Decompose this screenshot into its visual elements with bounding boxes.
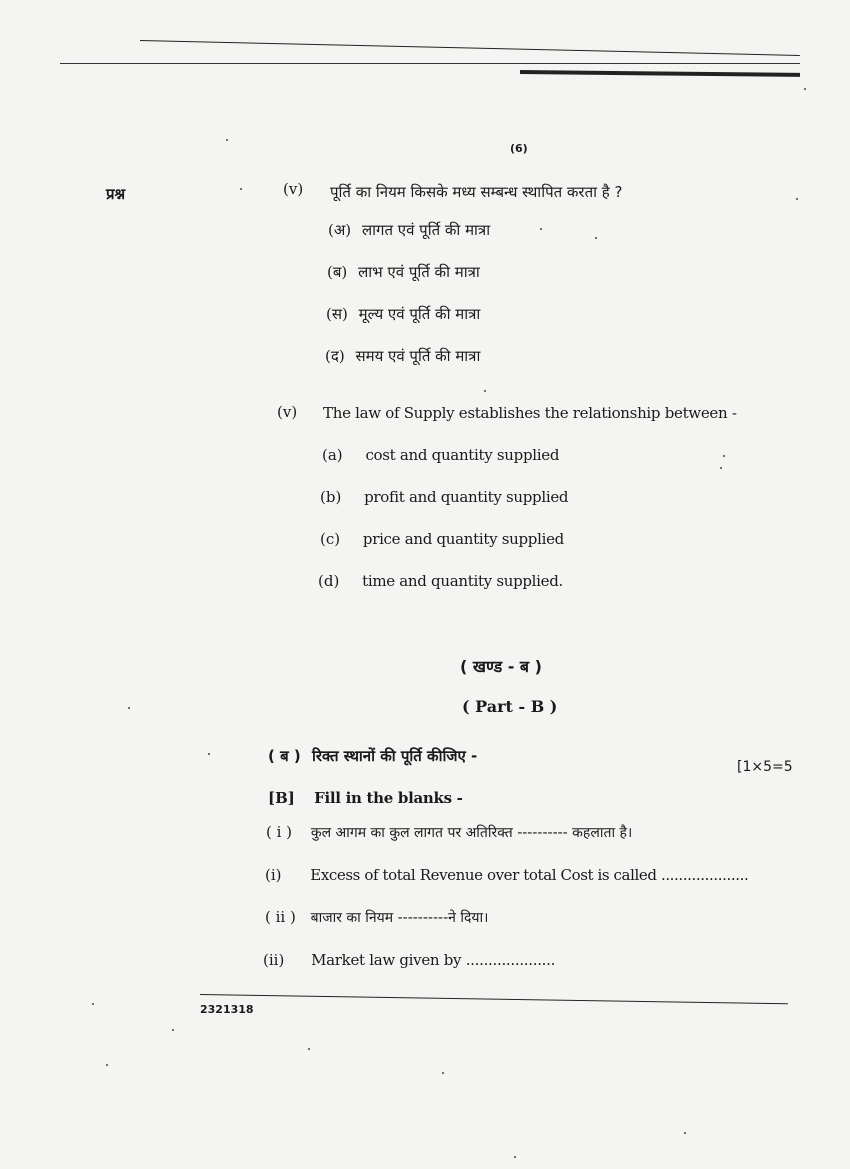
- scan-speck: [796, 198, 798, 200]
- option-text: profit and quantity supplied: [364, 488, 569, 506]
- option-label: (a): [322, 446, 343, 464]
- scan-speck: [684, 1132, 686, 1134]
- scan-speck: [804, 88, 806, 90]
- scan-speck: [308, 1048, 310, 1050]
- option-row: [320, 530, 564, 548]
- option-text: time and quantity supplied.: [362, 572, 564, 590]
- option-text: price and quantity supplied: [362, 530, 564, 548]
- option-text: cost and quantity supplied: [365, 446, 560, 464]
- question-text: पूर्ति का नियम किसके मध्य सम्बन्ध स्थापित करता है ?: [330, 183, 623, 201]
- scan-speck: [540, 228, 542, 230]
- instruction-hindi: [268, 746, 477, 766]
- blank-text: Excess of total Revenue over total Cost is called ....................: [310, 866, 749, 884]
- scan-speck: [484, 390, 486, 392]
- scan-speck: [208, 753, 210, 755]
- instruction-text: रिक्त स्थानों की पूर्ति कीजिए -: [311, 747, 478, 765]
- blank-number: (ii): [263, 951, 285, 969]
- scan-speck: [442, 1072, 444, 1074]
- scan-speck: [595, 237, 597, 239]
- blank-text: बाजार का नियम ----------ने दिया।: [310, 910, 489, 926]
- option-row: [325, 346, 480, 366]
- scan-speck: [128, 707, 130, 709]
- option-row: [326, 304, 480, 324]
- scan-speck: [720, 467, 722, 469]
- top-rule-thick: [520, 70, 800, 77]
- top-rule-thin: [60, 63, 800, 64]
- blank-text: Market law given by ....................: [311, 951, 556, 969]
- scan-speck: [106, 1064, 108, 1066]
- option-label: (स): [326, 305, 348, 323]
- option-label: (ब): [327, 263, 348, 281]
- scan-speck: [514, 1156, 516, 1158]
- scan-speck: [172, 1029, 174, 1031]
- option-label: (द): [325, 347, 345, 365]
- scan-speck: [240, 188, 242, 190]
- option-text: लागत एवं पूर्ति की मात्रा: [361, 221, 491, 239]
- option-row: [318, 572, 563, 590]
- blank-text: कुल आगम का कुल लागत पर अतिरिक्त ---------- कहलाता है।: [310, 825, 633, 841]
- option-row: [327, 262, 480, 282]
- scan-speck: [92, 1003, 94, 1005]
- instruction-text: Fill in the blanks -: [314, 789, 463, 807]
- blank-number: (i): [265, 866, 282, 884]
- blank-row: [266, 823, 632, 842]
- instruction-label: [B]: [268, 789, 295, 807]
- option-row: [322, 446, 559, 464]
- scan-speck: [226, 139, 228, 141]
- option-label: (अ): [328, 221, 352, 239]
- marks-label: [1×5=5: [737, 759, 793, 775]
- top-rule: [140, 40, 800, 56]
- option-label: (b): [320, 488, 342, 506]
- section-heading-english: ( Part - B ): [462, 697, 558, 716]
- scan-speck: [723, 455, 725, 457]
- option-row: [320, 488, 568, 506]
- option-text: समय एवं पूर्ति की मात्रा: [355, 347, 481, 365]
- blank-row: [265, 866, 748, 884]
- question-label: प्रश्न: [106, 185, 126, 203]
- question-text: The law of Supply establishes the relationship between -: [323, 404, 737, 422]
- instruction-label: ( ब ): [268, 747, 301, 765]
- section-heading-hindi: ( खण्ड - ब ): [460, 657, 542, 676]
- option-label: (d): [318, 572, 340, 590]
- blank-number: ( ii ): [265, 908, 296, 926]
- option-text: लाभ एवं पूर्ति की मात्रा: [358, 263, 480, 281]
- blank-row: [265, 908, 488, 927]
- blank-number: ( i ): [266, 823, 293, 841]
- question-number: (v): [277, 403, 298, 421]
- question-number: (v): [283, 180, 304, 198]
- paper-code: 2321318: [200, 1003, 254, 1016]
- option-row: [328, 220, 490, 240]
- option-label: (c): [320, 530, 341, 548]
- page-number: (6): [510, 142, 528, 155]
- blank-row: [263, 951, 555, 969]
- option-text: मूल्य एवं पूर्ति की मात्रा: [358, 305, 481, 323]
- instruction-english: [268, 789, 463, 807]
- bottom-rule: [200, 994, 788, 1004]
